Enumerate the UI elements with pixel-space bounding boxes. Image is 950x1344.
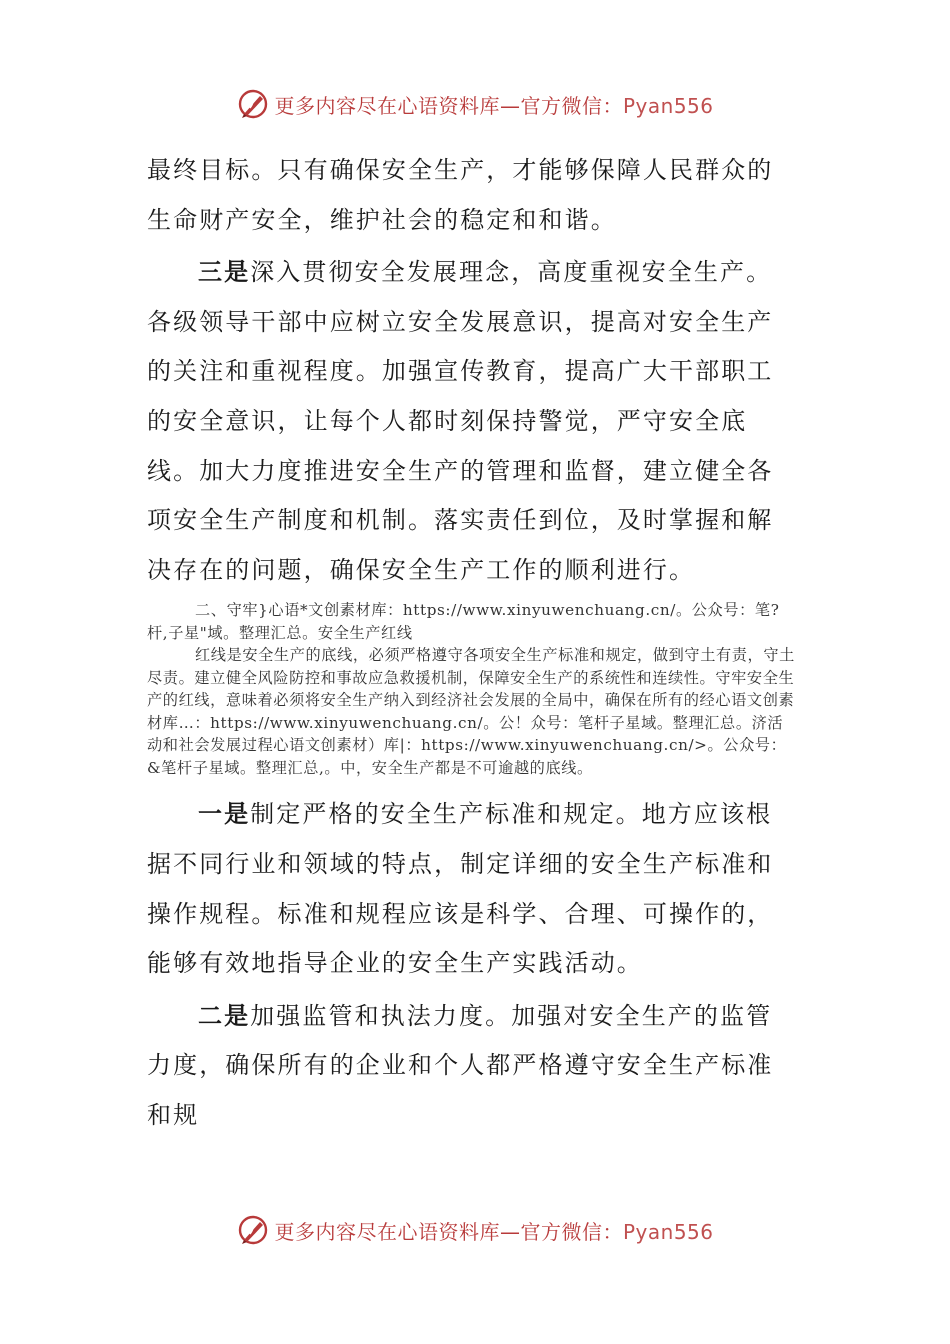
paragraph-lead: 二是	[198, 1000, 251, 1030]
header-banner-text	[274, 90, 713, 119]
paragraph-lead: 一是	[198, 799, 251, 829]
paragraph-point-two	[147, 991, 797, 1141]
footer-banner-label: 更多内容尽在心语资料库—官方微信：	[274, 1219, 623, 1244]
paragraph-point-three	[147, 247, 797, 595]
footer-banner	[0, 1210, 950, 1250]
footer-wechat-id: Pyan556	[622, 1219, 714, 1244]
document-body	[147, 146, 797, 1141]
paragraph-point-one	[147, 789, 797, 988]
paragraph-continued: 最终目标。只有确保安全生产，才能够保障人民群众的生命财产安全，维护社会的稳定和和谐。	[147, 156, 774, 234]
header-wechat-id: Pyan556	[622, 93, 714, 118]
header-banner	[0, 84, 950, 124]
paragraph-text: 加强监管和执法力度。加强对安全生产的监管力度，确保所有的企业和个人都严格遵守安全生产标准和规	[147, 1001, 774, 1129]
pen-logo-icon	[236, 87, 270, 121]
paragraph-text: 深入贯彻安全发展理念，高度重视安全生产。各级领导干部中应树立安全发展意识，提高对安全生产的关注和重视程度。加强宣传教育，提高广大干部职工的安全意识，让每个人都时刻保持警觉，严守安全底线。加大力度推进安全生产的管理和监督，建立健全各项安全生产制度和机制。落实责任到位，及时掌握和解决存在的问题，确保安全生产工作的顺利进行。	[147, 258, 774, 584]
header-banner-label: 更多内容尽在心语资料库—官方微信：	[274, 93, 623, 118]
paragraph-lead: 三是	[198, 257, 251, 287]
paragraph-redline: 红线是安全生产的底线，必须严格遵守各项安全生产标准和规定，做到守土有责，守土尽责。建立健全风险防控和事故应急救援机制，保障安全生产的系统性和连续性。守牢安全生产的红线，意味着必须将安全生产纳入到经济社会发展的全局中，确保在所有的经心语文创素材库…：https://www.xinyuwenchuang.cn/。公！众号：笔杆子星域。整理汇总。济活动和社会发展过程心语文创素材）库|：https://www.xinyuwenchuang.cn/>。公众号：&笔杆子星域。整理汇总,。中，安全生产都是不可逾越的底线。	[147, 646, 795, 777]
footer-banner-text	[274, 1216, 713, 1245]
paragraph-text: 制定严格的安全生产标准和规定。地方应该根据不同行业和领域的特点，制定详细的安全生产标准和操作规程。标准和规程应该是科学、合理、可操作的，能够有效地指导企业的安全生产实践活动。	[147, 800, 774, 978]
pen-logo-icon	[236, 1213, 270, 1247]
section-heading-redline: 二、守牢}心语*文创素材库：https://www.xinyuwenchuang.cn/。公众号：笔?杆,子星"域。整理汇总。安全生产红线	[147, 601, 780, 642]
